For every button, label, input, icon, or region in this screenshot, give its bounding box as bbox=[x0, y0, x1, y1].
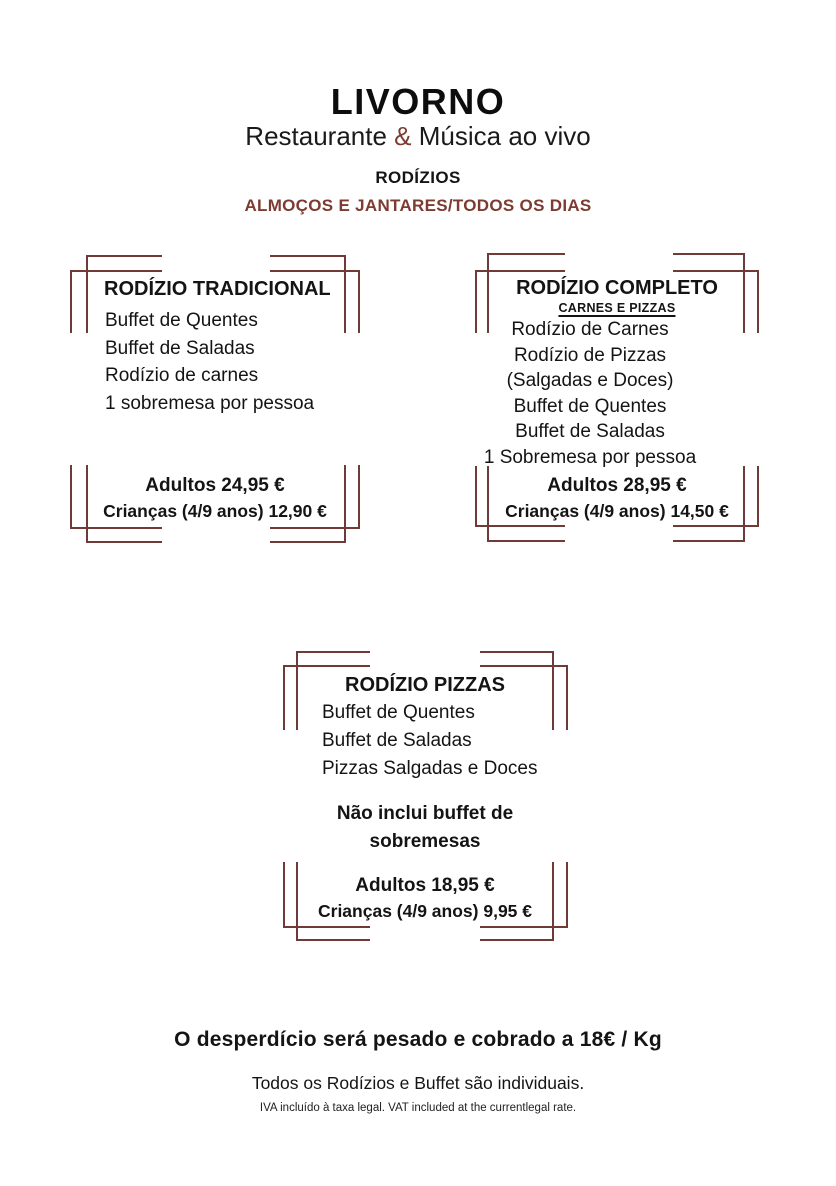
rodizio-tradicional-card bbox=[70, 255, 360, 543]
menu-item: Rodízio de carnes bbox=[105, 365, 259, 386]
price-adults: Adultos 28,95 € bbox=[547, 475, 687, 496]
individual-buffet-note: Todos os Rodízios e Buffet são individuais. bbox=[251, 1073, 585, 1093]
restaurant-subtitle bbox=[0, 121, 836, 151]
card-item-list bbox=[322, 699, 537, 783]
menu-section-title: RODÍZIOS bbox=[375, 168, 461, 187]
rodizio-completo-card bbox=[475, 253, 759, 542]
menu-item: Buffet de Quentes bbox=[105, 310, 258, 331]
card-note-line2: sobremesas bbox=[369, 831, 481, 852]
menu-item: 1 Sobremesa por pessoa bbox=[483, 446, 697, 468]
card-title: RODÍZIO PIZZAS bbox=[345, 674, 505, 696]
restaurant-name: LIVORNO bbox=[330, 81, 506, 122]
vat-legal-note: IVA incluído à taxa legal. VAT included at the currentlegal rate. bbox=[259, 1102, 577, 1114]
menu-item: Buffet de Quentes bbox=[322, 702, 475, 723]
menu-tagline: ALMOÇOS E JANTARES/TODOS OS DIAS bbox=[244, 196, 592, 215]
subtitle-suffix: Música ao vivo bbox=[411, 121, 591, 151]
menu-item: (Salgadas e Doces) bbox=[506, 370, 674, 391]
card-caption: CARNES E PIZZAS bbox=[558, 301, 676, 315]
price-children: Crianças (4/9 anos) 14,50 € bbox=[505, 501, 729, 521]
menu-item: Pizzas Salgadas e Doces bbox=[322, 758, 538, 779]
menu-item: Buffet de Saladas bbox=[105, 337, 255, 359]
menu-item: Buffet de Saladas bbox=[322, 730, 472, 751]
card-item-list bbox=[105, 307, 314, 417]
rodizio-pizzas-card bbox=[282, 650, 568, 942]
card-item-list bbox=[448, 317, 732, 470]
price-adults: Adultos 24,95 € bbox=[145, 475, 285, 496]
card-title: RODÍZIO TRADICIONAL bbox=[104, 278, 331, 300]
price-adults: Adultos 18,95 € bbox=[355, 875, 495, 896]
subtitle-ampersand: & bbox=[394, 121, 412, 151]
menu-item: Rodízio de Carnes bbox=[511, 319, 669, 340]
subtitle-prefix: Restaurante bbox=[245, 121, 395, 151]
price-children: Crianças (4/9 anos) 12,90 € bbox=[103, 501, 327, 521]
menu-item: Buffet de Saladas bbox=[515, 421, 665, 442]
menu-item: 1 sobremesa por pessoa bbox=[105, 392, 315, 414]
card-note-line1: Não inclui buffet de bbox=[336, 803, 514, 824]
price-children: Crianças (4/9 anos) 9,95 € bbox=[318, 901, 532, 921]
menu-item: Rodízio de Pizzas bbox=[513, 344, 667, 366]
card-title: RODÍZIO COMPLETO bbox=[516, 277, 718, 299]
menu-item: Buffet de Quentes bbox=[513, 395, 667, 417]
waste-warning-text: O desperdício será pesado e cobrado a 18€ / Kg bbox=[174, 1028, 662, 1051]
